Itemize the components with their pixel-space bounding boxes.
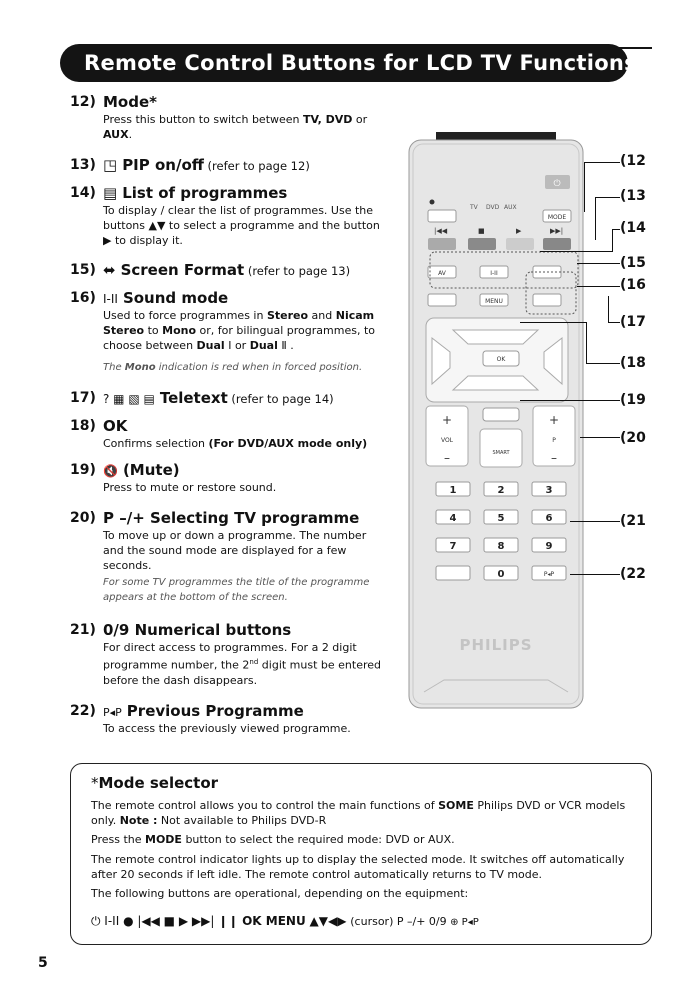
item-body: Confirms selection (For DVD/AUX mode only) — [103, 437, 368, 450]
item-title: 0/9 Numerical buttons — [103, 621, 292, 639]
box-paragraph-1: The remote control allows you to control the main functions of SOME Philips DVD or VCR models only. Note : Not available to Philips DVD-R — [91, 799, 626, 827]
svg-text:+: + — [548, 413, 560, 427]
item-title: ◳ PIP on/off (refer to page 12) — [103, 156, 310, 174]
page-header — [60, 44, 637, 82]
item-number: 22) — [70, 703, 96, 719]
callout-13: (13 — [620, 188, 646, 204]
svg-text:1: 1 — [449, 485, 457, 496]
operational-buttons-line: ⏻ I-II ● |◀◀ ■ ▶ ▶▶| ❙❙ OK MENU ▲▼◀▶ (cursor) P –/+ 0/9 ⊕ P◂P — [91, 914, 479, 928]
mode-selector-box — [70, 763, 652, 945]
callout-16: (16 — [620, 277, 646, 293]
previous-programme-button: P◂P — [543, 571, 555, 578]
callout-22: (22 — [620, 566, 646, 582]
svg-text:P: P — [552, 437, 556, 444]
svg-text:MODE: MODE — [547, 214, 567, 221]
svg-text:5: 5 — [497, 513, 505, 524]
leader-22 — [570, 574, 620, 575]
item-title: ▤ List of programmes — [103, 184, 288, 202]
yellow-button — [506, 238, 534, 250]
svg-text:▶▶|: ▶▶| — [550, 227, 564, 235]
svg-text:I-II: I-II — [490, 270, 498, 277]
leader-12 — [584, 162, 620, 163]
svg-text:MENU: MENU — [485, 298, 503, 305]
item-body: To move up or down a programme. The number and the sound mode are displayed for a few seconds. — [103, 529, 367, 572]
item-number: 13) — [70, 157, 96, 173]
svg-text:8: 8 — [497, 541, 505, 552]
mode-label-tv: TV — [470, 204, 478, 211]
leader-20 — [580, 437, 620, 438]
svg-text:■: ■ — [478, 227, 485, 235]
item-body: Press to mute or restore sound. — [103, 481, 277, 494]
svg-text:0: 0 — [497, 569, 505, 580]
item-title: ? ▦ ▧ ▤ Teletext (refer to page 14) — [103, 389, 334, 407]
item-number: 20) — [70, 510, 96, 526]
callout-12: (12 — [620, 153, 646, 169]
svg-text:SMART: SMART — [492, 450, 510, 456]
item-number: 21) — [70, 622, 96, 638]
svg-text:3: 3 — [545, 485, 553, 496]
power-icon: ⏻ — [553, 179, 561, 189]
svg-text:AV: AV — [438, 270, 446, 277]
svg-text:–: – — [444, 451, 450, 465]
box-title: *Mode selector — [91, 774, 219, 792]
svg-text:|◀◀: |◀◀ — [434, 227, 448, 235]
svg-text:6: 6 — [545, 513, 553, 524]
leader-18 — [586, 363, 620, 364]
svg-text:9: 9 — [545, 541, 553, 552]
up-button — [453, 330, 538, 344]
item-number: 14) — [70, 185, 96, 201]
leader-16 — [577, 286, 620, 287]
item-title: I-II Sound mode — [103, 289, 229, 307]
remote-control-illustration — [408, 132, 584, 710]
item-title: Mode* — [103, 93, 157, 111]
sound-mode-icon: I-II — [103, 292, 118, 306]
mute-button — [483, 408, 519, 421]
item-title: OK — [103, 417, 128, 435]
svg-text:▶: ▶ — [516, 227, 522, 235]
callout-18: (18 — [620, 355, 646, 371]
mute-icon: 🔇 — [103, 464, 118, 478]
leader-14 — [612, 229, 620, 230]
mode-led — [430, 200, 435, 205]
callout-17: (17 — [620, 314, 646, 330]
item-note: The Mono indication is red when in forced position. — [103, 362, 363, 373]
leader-17 — [608, 322, 620, 323]
svg-text:VOL: VOL — [440, 437, 454, 444]
callout-15: (15 — [620, 255, 646, 271]
callout-19: (19 — [620, 392, 646, 408]
leader-21 — [570, 521, 620, 522]
box-paragraph-2: Press the MODE button to select the required mode: DVD or AUX. — [91, 833, 455, 846]
mode-label-aux: AUX — [504, 204, 517, 211]
item-number: 12) — [70, 94, 96, 110]
item-number: 15) — [70, 262, 96, 278]
page-title: Remote Control Buttons for LCD TV Functions — [84, 51, 637, 75]
item-body: To display / clear the list of programmes. Use the buttons ▲▼ to select a programme and the button ▶ to display it. — [103, 204, 380, 247]
item-body: For direct access to programmes. For a 2 digit programme number, the 2nd digit must be entered before the dash disappears. — [103, 641, 382, 687]
callout-14: (14 — [620, 220, 646, 236]
item-title: ⬌ Screen Format (refer to page 13) — [103, 261, 351, 279]
pip-icon: ◳ — [103, 156, 118, 174]
item-title: P◂P Previous Programme — [103, 702, 304, 720]
item-number: 17) — [70, 390, 96, 406]
item-body: Used to force programmes in Stereo and Nicam Stereo to Mono or, for bilingual programmes, to choose between Dual Ⅰ or Dual Ⅱ . — [103, 309, 375, 352]
item-title: 🔇 (Mute) — [103, 461, 180, 479]
previous-programme-icon: P◂P — [103, 706, 122, 719]
leader-15 — [577, 263, 620, 264]
leader-19 — [520, 400, 620, 401]
item-title: P –/+ Selecting TV programme — [103, 509, 360, 527]
standby-button — [428, 210, 456, 222]
smart-buttons — [480, 429, 522, 467]
leader-13 — [595, 197, 620, 198]
svg-text:4: 4 — [449, 513, 457, 524]
header-rule — [610, 47, 652, 49]
box-paragraph-4: The following buttons are operational, depending on the equipment: — [91, 887, 469, 900]
item-body: To access the previously viewed programme. — [103, 722, 351, 735]
svg-text:7: 7 — [449, 541, 457, 552]
item-body: Press this button to switch between TV, DVD or AUX. — [103, 113, 368, 141]
red-button — [428, 238, 456, 250]
teletext-icons: ? ▦ ▧ ▤ — [103, 392, 155, 406]
item-number: 19) — [70, 462, 96, 478]
blue-button — [543, 238, 571, 250]
callout-21: (21 — [620, 513, 646, 529]
green-button — [468, 238, 496, 250]
down-button — [453, 376, 538, 390]
screen-format-icon: ⬌ — [103, 261, 116, 279]
list-icon: ▤ — [103, 184, 118, 202]
item-number: 16) — [70, 290, 96, 306]
list-button — [533, 294, 561, 306]
box-paragraph-3: The remote control indicator lights up to display the selected mode. It switches off automatically after 20 seconds if left idle. The remote control automatically returns to TV mode. — [91, 853, 625, 881]
info-button — [428, 294, 456, 306]
mode-label-dvd: DVD — [486, 204, 500, 211]
page-number: 5 — [38, 955, 48, 971]
item-number: 18) — [70, 418, 96, 434]
item-note: For some TV programmes the title of the programme appears at the bottom of the screen. — [103, 577, 370, 603]
svg-text:+: + — [441, 413, 453, 427]
brand-logo: PHILIPS — [459, 636, 533, 654]
svg-text:–: – — [551, 451, 557, 465]
svg-text:OK: OK — [496, 356, 506, 363]
callout-20: (20 — [620, 430, 646, 446]
svg-text:2: 2 — [497, 485, 505, 496]
